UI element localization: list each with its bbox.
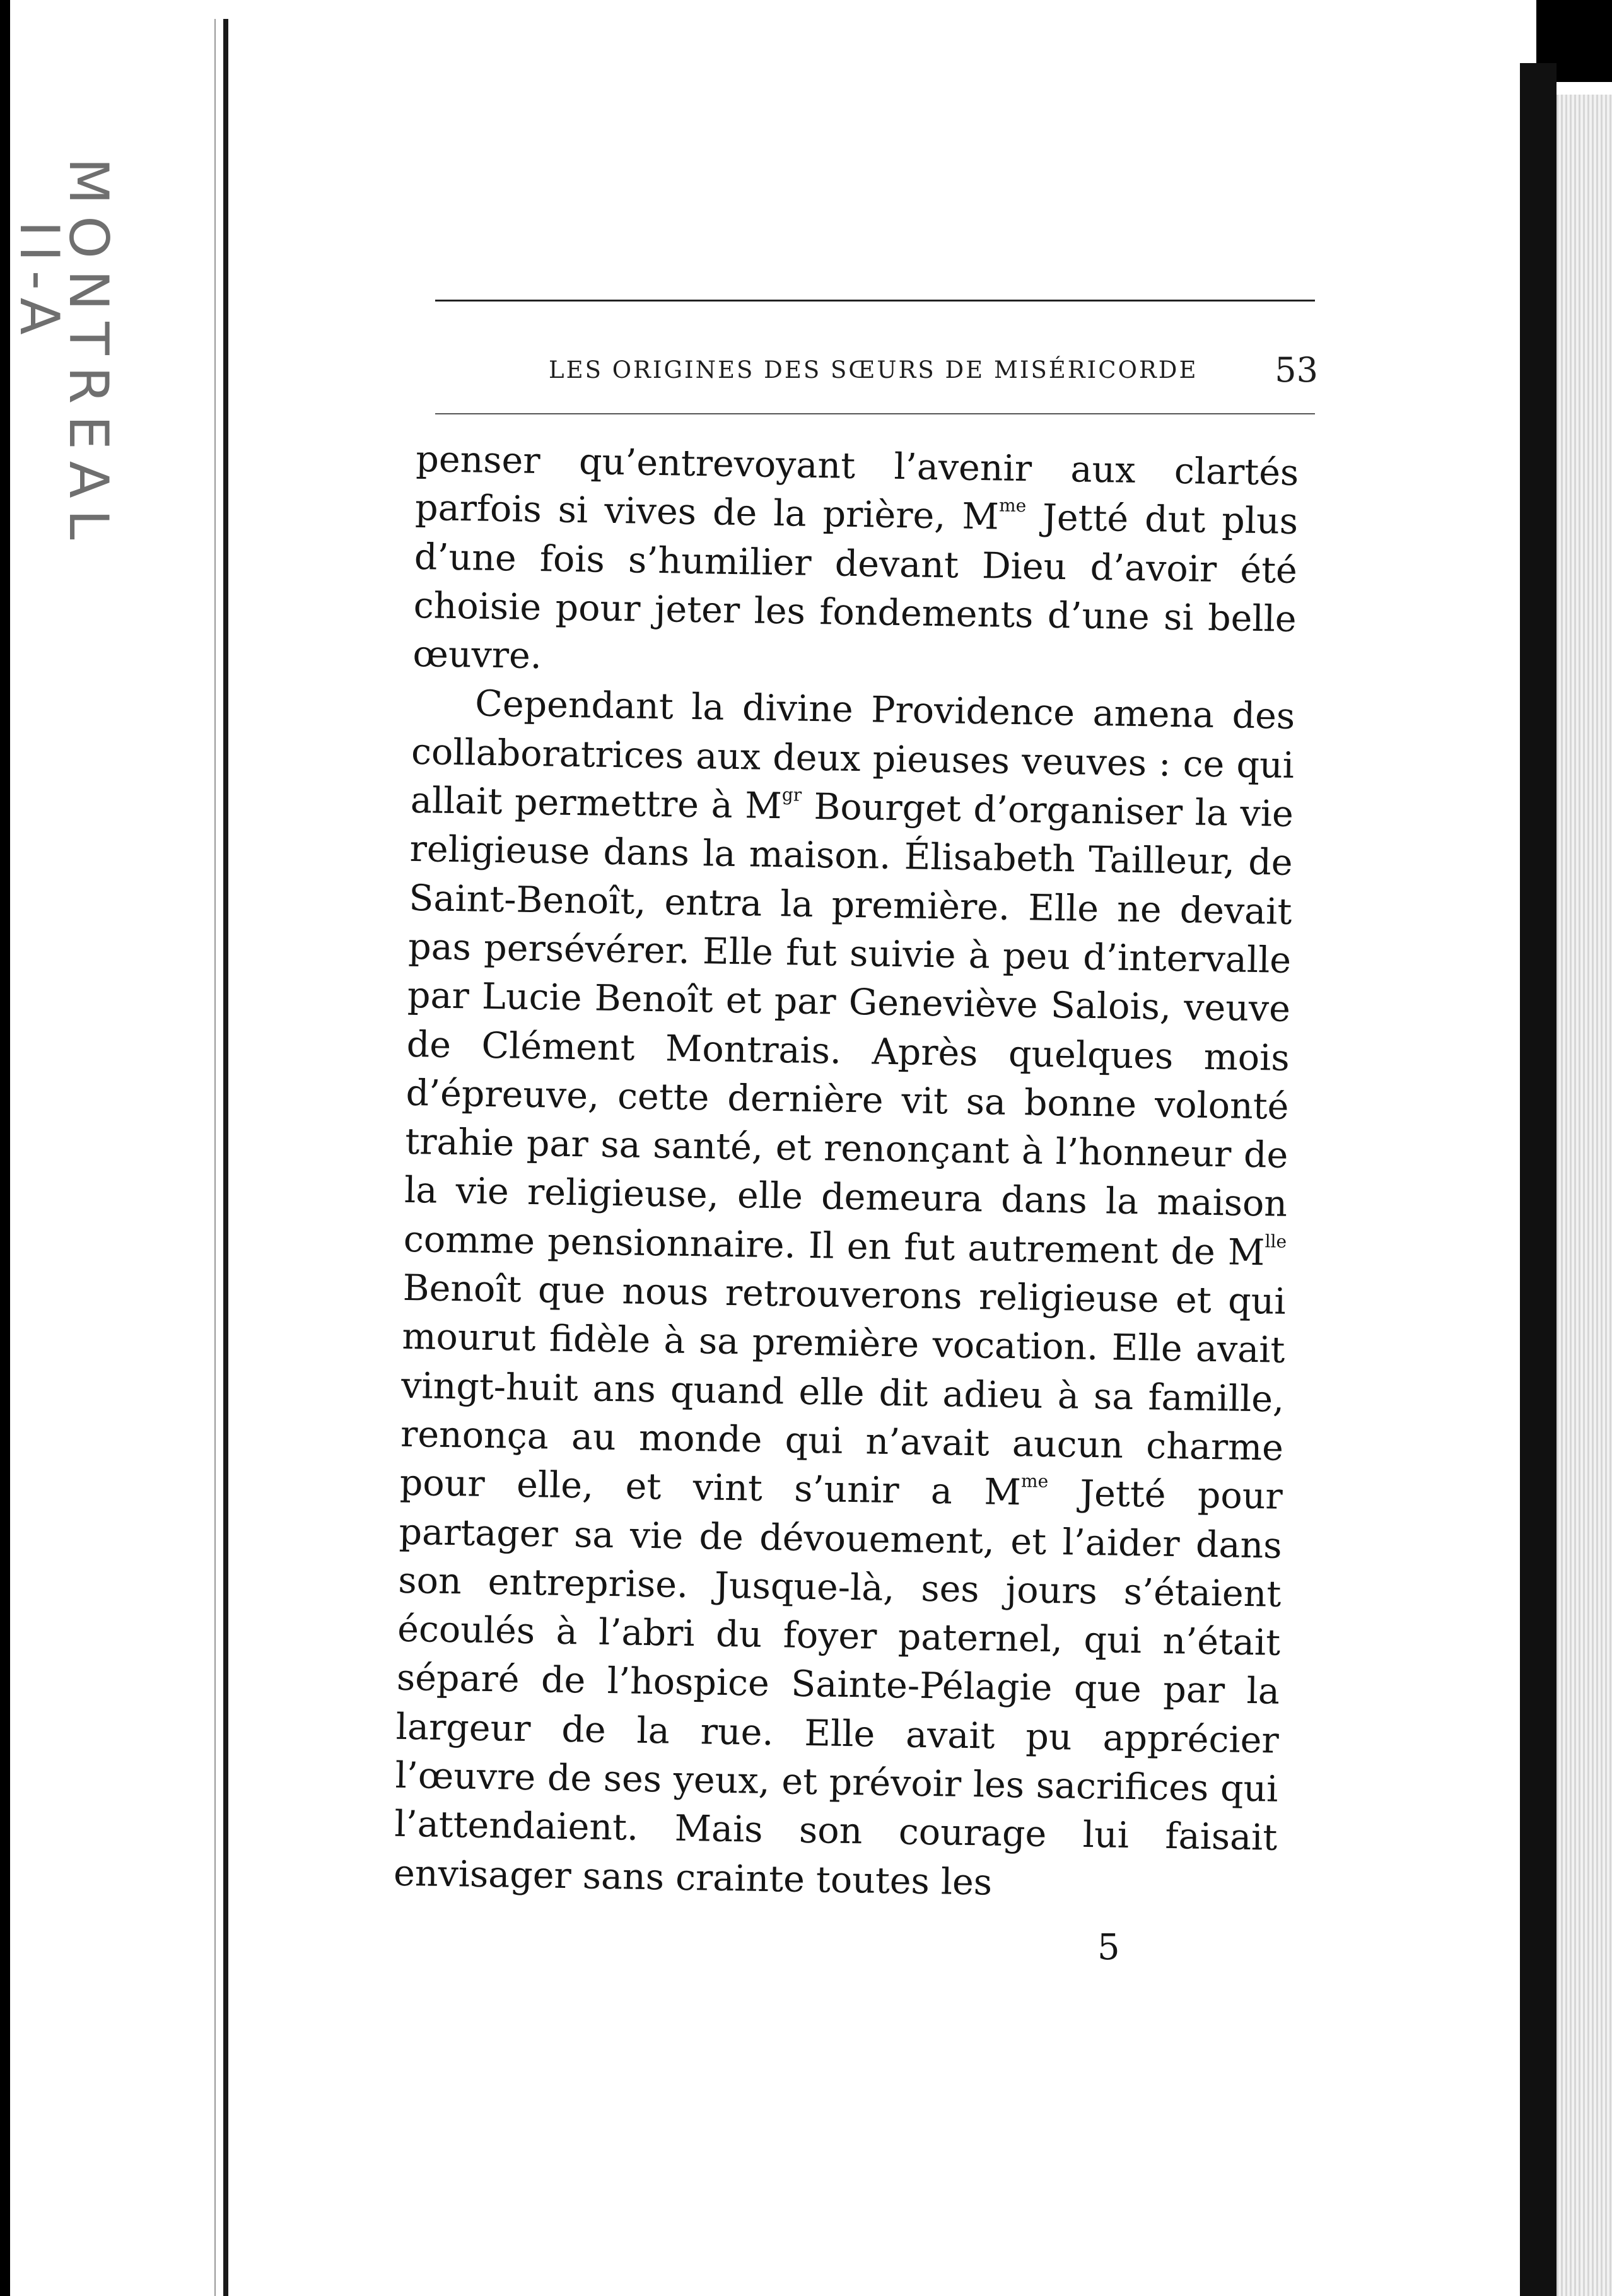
paragraph-continued (412, 435, 1299, 693)
paragraph-main (394, 679, 1295, 1911)
binding-gutter-line (223, 19, 228, 2296)
text-line: penser qu’entrevoyant l’avenir aux clartés parfois si (414, 438, 1299, 532)
page-body (394, 435, 1299, 1912)
running-head-title: LES ORIGINES DES SŒURS DE MISÉRICORDE (549, 356, 1198, 384)
page-number: 53 (1275, 350, 1318, 390)
superscript-abbrev: me (1020, 1470, 1049, 1492)
superscript-abbrev: lle (1264, 1231, 1287, 1252)
binding-gutter-shadow (214, 19, 216, 2296)
text-segment: Jetté pour partager sa vie de dévouement, et l’aider dans son entreprise. Jusque-là, ses jours s’étaient écoulés à l’abri du foyer paternel, qui n’était séparé de l’hospice Sainte-Pélagie que par la largeur de la rue. Elle avait pu apprécier l’œuvre de ses yeux, et prévoir les sacrifices qui l’attendaient. Mais son courage lui faisait envisager sans crainte toutes les (393, 1472, 1283, 1904)
margin-annotation-city: MONTREAL (57, 158, 120, 551)
text-line: les fondements d’une si belle œuvre. (412, 590, 1297, 677)
header-rule-top (435, 300, 1315, 302)
margin-annotation-code: II-A (8, 221, 71, 344)
signature-mark: 5 (1097, 1927, 1120, 1968)
scan-left-border (0, 0, 10, 2296)
text-line: vives de la prière, M (604, 490, 1000, 538)
book-edge-shadow (1520, 63, 1557, 2296)
text-segment: Bourget d’organiser la vie religieuse dans la maison. Élisabeth Tailleur, de Saint-Benoît, entra la première. Elle ne devait pas persévérer. Elle fut suivie à peu d’intervalle par Lucie Benoît et par Geneviève Salois, veuve de Clément Montrais. Après quelques mois d’épreuve, cette dernière vit sa bonne volonté trahie par sa santé, et renonçant à l’honneur de la vie religieuse, elle demeura dans la maison comme pensionnaire. Il en fut autrement de M (403, 785, 1294, 1274)
text-line: s’humilier devant Dieu d’avoir été choisie pour jeter (413, 539, 1298, 631)
superscript-abbrev: gr (781, 784, 802, 805)
text-line: Jetté dut plus d’une fois (414, 496, 1299, 581)
header-rule-bottom (435, 413, 1315, 414)
text-segment: Cependant la divine Providence amena des collaboratrices aux deux pieuses veuves : ce qui allait permettre à M (410, 683, 1295, 828)
superscript-abbrev: me (998, 495, 1027, 517)
text-segment: Benoît que nous retrouverons religieuse et qui mourut fidèle à sa première vocation. Elle avait vingt-huit ans quand elle dit adieu à sa famille, renonça au monde qui n’avait aucun charme pour elle, et vint s’unir a M (399, 1267, 1287, 1514)
book-page-edges (1557, 95, 1612, 2296)
